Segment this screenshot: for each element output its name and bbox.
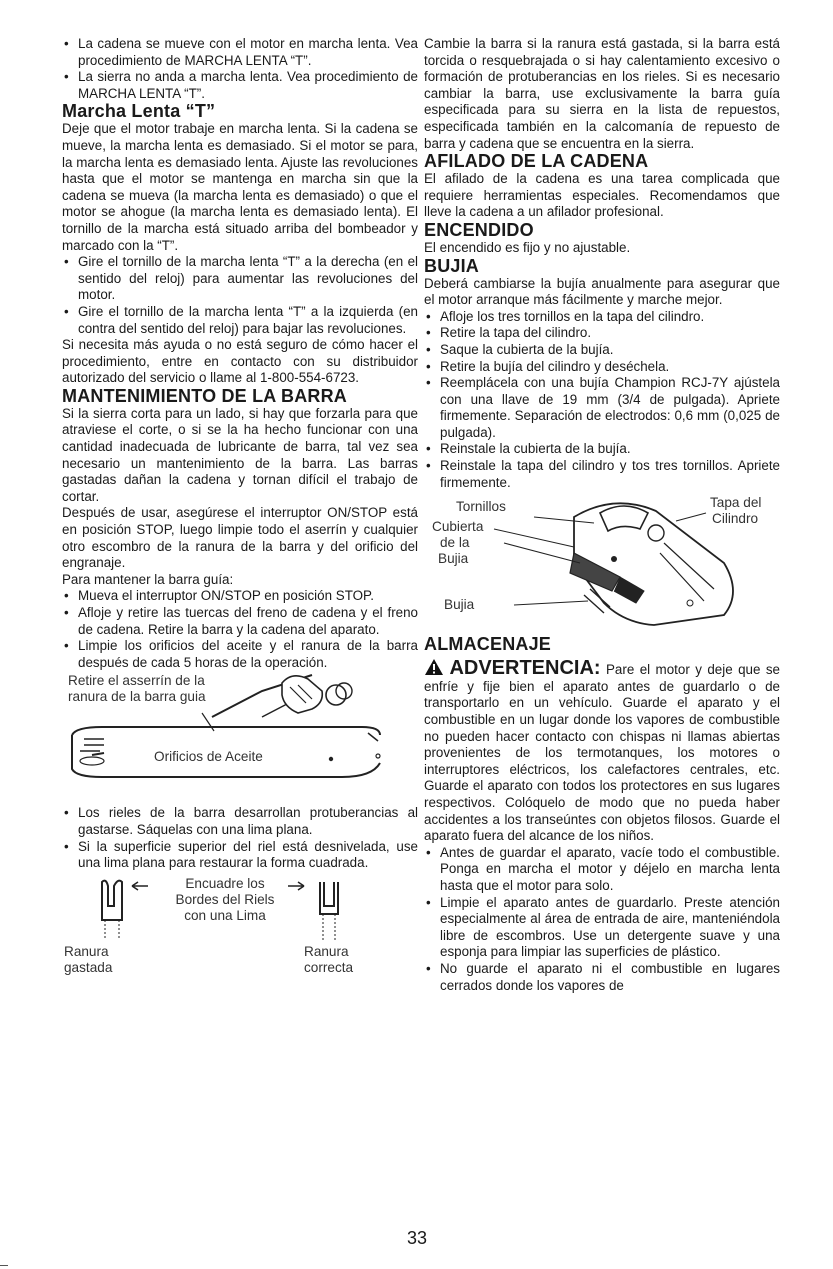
list-item: • Limpie el aparato antes de guardarlo. Preste atención especialmente al área de entrada de aire, manteniéndola libre de escombros. Use un detergente suave y una esponja para limpiar las superficies de plástico. [440,895,780,961]
fig-label-cubierta-2: de la [440,535,470,551]
warning-icon [424,658,444,676]
mant-list [62,588,418,671]
list-item: • Reinstale la tapa del cilindro y tos tres tornillos. Apriete firmemente. [440,458,780,491]
list-item: • Reinstale la cubierta de la bujía. [440,441,780,458]
fig-label-square-2: Bordes del Riels [175,891,275,907]
list-item: • Limpie los orificios del aceite y el ranura de la barra después de cada 5 horas de la operación. [78,638,418,671]
right-column [424,36,780,994]
paragraph: Si necesita más ayuda o no está seguro de cómo hacer el procedimiento, entre en contacto con su distribuidor autorizado del servicio o llame al 1-800-554-6723. [62,337,418,386]
fig-label-tapa-1: Tapa del [710,495,762,511]
rail-file-figure [62,874,418,980]
list-item: • Saque la cubierta de la bujía. [440,342,780,359]
left-column [62,36,418,984]
section-heading-bujia: BUJIA [424,255,480,276]
section-heading-encendido: ENCENDIDO [424,219,534,240]
list-item: • Afloje y retire las tuercas del freno de cadena y el freno de cadena. Retire la barra y la cadena del aparato. [78,605,418,638]
bar-groove-figure [62,673,418,801]
list-item: • No guarde el aparato ni el combustible en lugares cerrados donde los vapores de [440,961,780,994]
fig-label-correct-1: Ranura [304,943,349,959]
fig-label-cubierta-3: Bujia [438,551,469,567]
almacenaje-list [424,845,780,994]
trouble-list [62,36,418,102]
paragraph: Deberá cambiarse la bujía anualmente para asegurar que el motor arranque más fácilmente y marche mejor. [424,275,780,308]
list-item: • Retire la tapa del cilindro. [440,325,780,342]
fig-label-worn-1: Ranura [64,943,109,959]
paragraph: Para mantener la barra guía: [62,571,234,587]
rail-list [62,805,418,871]
fig-label-remove-sawdust-1: Retire el asserrín de la [68,673,205,689]
marcha-list [62,254,418,337]
paragraph: Cambie la barra si la ranura está gastada, si la barra está torcida o resquebrajada o si hay calentamiento excesivo o formación de protuberancias en los rieles. Si es necesario cambiar la barra, use exclusivamente la barra guía especificada para su sierra en la lista de repuestos, especificada también en la calcomanía de repuesto de barra y cadena que se encuentra en la sierra. [424,36,780,151]
fig-label-oil-holes: Orificios de Aceite [154,749,263,765]
warning-paragraph [424,658,780,845]
list-item: • Gire el tornillo de la marcha lenta “T” a la derecha (en el sentido del reloj) para aumentar las revoluciones del motor. [78,254,418,304]
paragraph: Después de usar, asegúrese el interruptor ON/STOP está en posición STOP, luego limpie todo el aserrín y cualquier otro escombro de la ranura de la barra y del orificio del engranaje. [62,505,418,571]
warning-title: ADVERTENCIA: [449,657,601,680]
list-item: • Afloje los tres tornillos en la tapa del cilindro. [440,309,780,326]
section-heading-almacenaje: ALMACENAJE [424,634,552,655]
bujia-list [424,309,780,492]
fig-label-correct-2: correcta [304,959,354,975]
list-item: • Gire el tornillo de la marcha lenta “T” a la izquierda (en contra del sentido del reloj) para bajar las revoluciones. [78,304,418,337]
list-item: • Retire la bujía del cilindro y deséchela. [440,359,780,376]
spark-plug-figure [424,493,780,631]
fig-label-cubierta-1: Cubierta [432,519,484,535]
paragraph: El afilado de la cadena es una tarea complicada que requiere herramientas especiales. Recomendamos que lleve la cadena a un afilador profesional. [424,171,780,220]
fig-label-bujia: Bujia [444,597,475,613]
paragraph: Si la sierra corta para un lado, si hay que forzarla para que atraviese el corte, o si se la ha hecho funcionar con una cantidad inadecuada de lubricante de barra, tal vez sea necesario un mantenimiento de la barra. Las barras gastadas dañan la cadena y tornan difícil el trabajo de cortar. [62,405,418,504]
list-item: • Antes de guardar el aparato, vacíe todo el combustible. Ponga en marcha el motor y déjelo en marcha lenta hasta que el motor para solo. [440,845,780,895]
paragraph: El encendido es fijo y no ajustable. [424,239,631,255]
fig-label-square-1: Encuadre los [185,875,265,891]
list-item: • Si la superficie superior del riel está desnivelada, use una lima plana para restaurar la forma cuadrada. [78,839,418,872]
warning-text: Pare el motor y deje que se enfríe y fije bien el aparato antes de guardarlo o de transportarlo en un vehículo. Guarde el aparato y el combustible en un lugar donde los vapores de combustible no pueden hacer contacto con chispas ni llamas abiertas provenientes de los termotanques, los motores o interruptores eléctricos, los calefactores centrales, etc. Guarde el aparato con todos los protectores en sus lugares respectivos. Colóquelo de modo que no pueda haber accidentes a los transeúntes con objetos filosos. Guarde el aparato fuera del alcance de los niños. [424,662,780,844]
fig-label-square-3: con una Lima [184,907,266,923]
fig-label-worn-2: gastada [64,959,113,975]
page-number: 33 [406,1228,428,1248]
list-item: • La sierra no anda a marcha lenta. Vea procedimiento de MARCHA LENTA “T”. [78,69,418,102]
fig-label-tapa-2: Cilindro [712,511,759,527]
list-item: • Los rieles de la barra desarrollan protuberancias al gastarse. Sáquelas con una lima plana. [78,805,418,838]
page-edge-mark [0,1265,8,1266]
section-heading-marcha-lenta: Marcha Lenta “T” [62,101,216,122]
section-heading-afilado: AFILADO DE LA CADENA [424,151,649,172]
list-item: • La cadena se mueve con el motor en marcha lenta. Vea procedimiento de MARCHA LENTA “T”. [78,36,418,69]
list-item: • Mueva el interruptor ON/STOP en posición STOP. [78,588,418,605]
fig-label-tornillos: Tornillos [456,499,506,515]
section-heading-mantenimiento: MANTENIMIENTO DE LA BARRA [62,385,347,406]
list-item: • Reemplácela con una bujía Champion RCJ-7Y ajústela con una llave de 19 mm (3/4 de pulgada). Apriete firmemente. Separación de electrodos: 0,6 mm (0,025 de pulgada). [440,375,780,441]
paragraph: Deje que el motor trabaje en marcha lenta. Si la cadena se mueve, la marcha lenta es demasiado. Si el motor se para, la marcha lenta es demasiado lenta. Ajuste las revoluciones hasta que el motor se mantenga en marcha sin que la cadena se mueva (la marcha lenta es demasiado) o que el motor se ahogue (la marcha lenta es demasiado lenta). El tornillo de la marcha está situado arriba del bombeador y marcado con la “T”. [62,121,418,253]
fig-label-remove-sawdust-2: ranura de la barra guia [68,689,206,705]
